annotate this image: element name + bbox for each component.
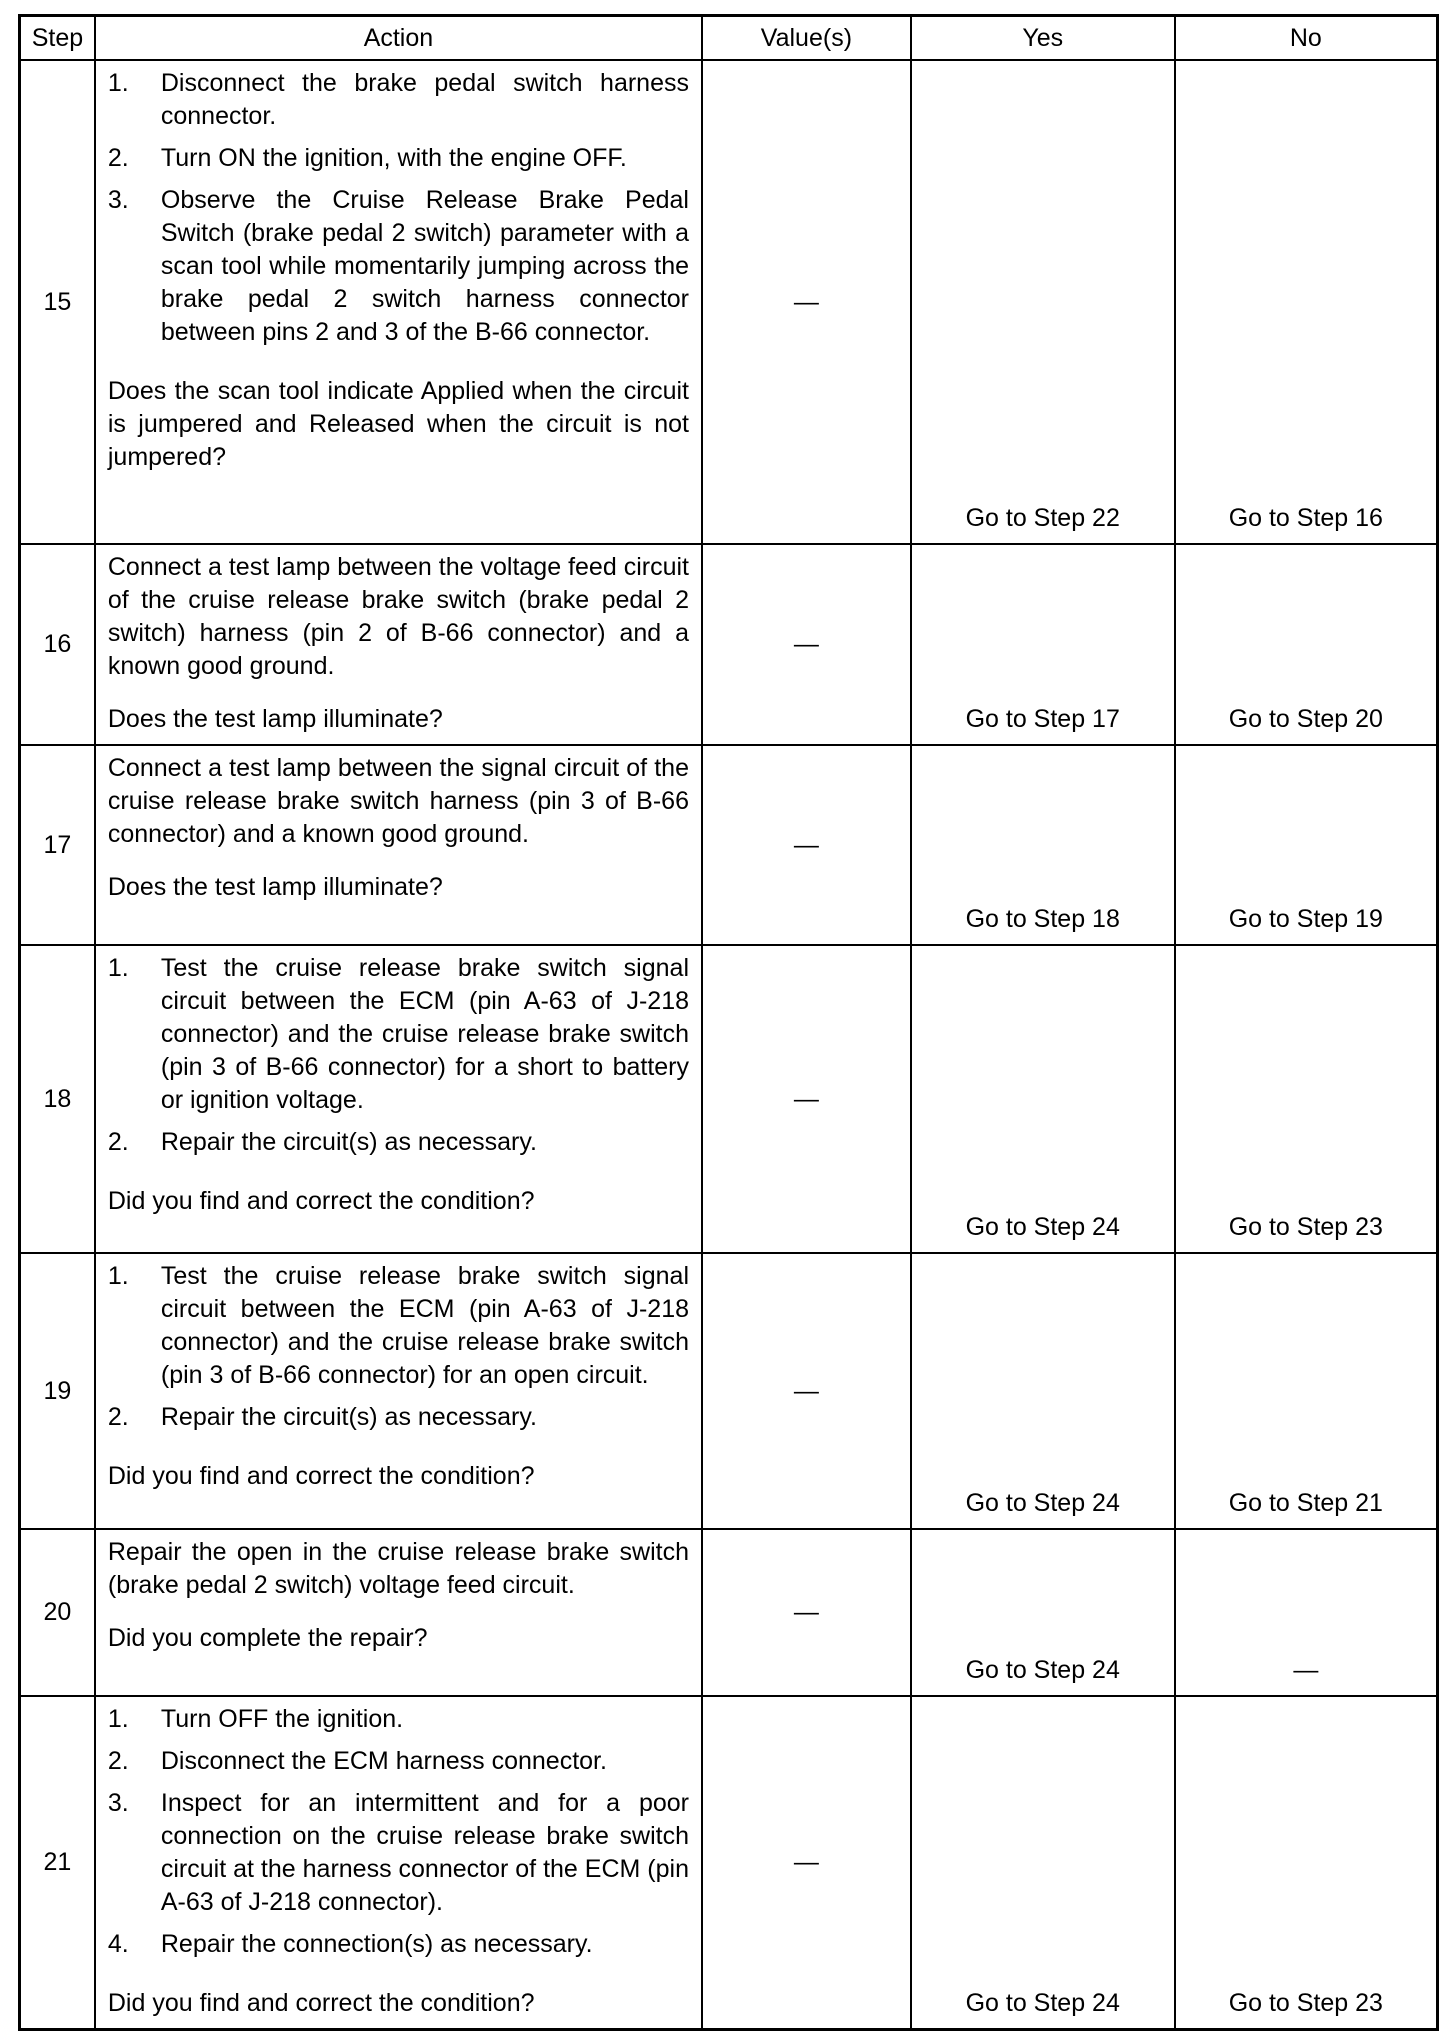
list-item-text: Repair the connection(s) as necessary. (160, 1930, 593, 1958)
list-item-text: Repair the circuit(s) as necessary. (160, 1128, 537, 1156)
list-item: 1. Disconnect the brake pedal switch harness connector. (108, 67, 689, 133)
list-item: 3. Observe the Cruise Release Brake Pedal Switch (brake pedal 2 switch) parameter with a scan tool while momentarily jumping across the brake pedal 2 switch harness connector between pins 2 and 3 of the B-66 connector. (108, 184, 689, 349)
value-cell: — (702, 945, 911, 1253)
no-cell: Go to Step 16 (1175, 60, 1438, 544)
list-item-text: Disconnect the brake pedal switch harness connector. (160, 69, 689, 130)
yes-cell: Go to Step 18 (911, 745, 1175, 945)
table-row (20, 60, 1438, 544)
header-no: No (1175, 16, 1438, 61)
action-cell (95, 60, 702, 544)
question-text: Does the scan tool indicate Applied when the circuit is jumpered and Released when the circuit is not jumpered? (107, 377, 689, 471)
yes-cell: Go to Step 24 (911, 1529, 1175, 1696)
step-number: 16 (20, 544, 95, 745)
list-item: 3. Inspect for an intermittent and for a poor connection on the cruise release brake switch circuit at the harness connector of the ECM (pin A-63 of J-218 connector). (108, 1787, 689, 1919)
list-item: 4. Repair the connection(s) as necessary. (108, 1928, 689, 1961)
question-text: Did you find and correct the condition? (107, 1989, 535, 2017)
table-row (20, 1253, 1438, 1529)
action-cell (95, 1529, 702, 1696)
step-number: 21 (20, 1696, 95, 2030)
list-item-text: Repair the circuit(s) as necessary. (160, 1403, 537, 1431)
list-item: 2. Disconnect the ECM harness connector. (108, 1745, 689, 1778)
yes-cell: Go to Step 17 (911, 544, 1175, 745)
list-item-text: Test the cruise release brake switch signal circuit between the ECM (pin A-63 of J-218 connector) and the cruise release brake switch (pin 3 of B-66 connector) for a short to battery or ignition voltage. (160, 954, 689, 1114)
action-list (108, 1260, 689, 1434)
table-header-row (20, 16, 1438, 61)
action-text: Repair the open in the cruise release brake switch (brake pedal 2 switch) voltage feed circuit. (107, 1538, 689, 1599)
list-item: 1. Turn OFF the ignition. (108, 1703, 689, 1736)
step-number: 18 (20, 945, 95, 1253)
no-cell: Go to Step 20 (1175, 544, 1438, 745)
action-cell (95, 1696, 702, 2030)
list-item: 1. Test the cruise release brake switch signal circuit between the ECM (pin A-63 of J-218 connector) and the cruise release brake switch (pin 3 of B-66 connector) for a short to battery or ignition voltage. (108, 952, 689, 1117)
list-item: 2. Turn ON the ignition, with the engine OFF. (108, 142, 689, 175)
table-row (20, 945, 1438, 1253)
list-item: 2. Repair the circuit(s) as necessary. (108, 1401, 689, 1434)
table-row (20, 745, 1438, 945)
step-number: 19 (20, 1253, 95, 1529)
header-step: Step (20, 16, 95, 61)
no-cell: Go to Step 19 (1175, 745, 1438, 945)
yes-cell: Go to Step 22 (911, 60, 1175, 544)
table-row (20, 544, 1438, 745)
yes-cell: Go to Step 24 (911, 1696, 1175, 2030)
question-text: Did you find and correct the condition? (107, 1462, 535, 1490)
no-cell: Go to Step 23 (1175, 945, 1438, 1253)
action-cell (95, 945, 702, 1253)
action-list (108, 1703, 689, 1961)
header-action: Action (95, 16, 702, 61)
value-cell: — (702, 1253, 911, 1529)
no-cell: Go to Step 21 (1175, 1253, 1438, 1529)
step-number: 17 (20, 745, 95, 945)
question-text: Does the test lamp illuminate? (107, 873, 443, 901)
diagnostic-table-page (18, 14, 1439, 2017)
yes-cell: Go to Step 24 (911, 945, 1175, 1253)
no-cell: Go to Step 23 (1175, 1696, 1438, 2030)
value-cell: — (702, 1529, 911, 1696)
list-item-text: Turn ON the ignition, with the engine OFF. (160, 144, 627, 172)
action-list (108, 67, 689, 349)
step-number: 20 (20, 1529, 95, 1696)
header-yes: Yes (911, 16, 1175, 61)
header-values: Value(s) (702, 16, 911, 61)
list-item-text: Test the cruise release brake switch signal circuit between the ECM (pin A-63 of J-218 connector) and the cruise release brake switch (pin 3 of B-66 connector) for an open circuit. (160, 1262, 689, 1389)
value-cell: — (702, 745, 911, 945)
action-text: Connect a test lamp between the voltage feed circuit of the cruise release brake switch (brake pedal 2 switch) harness (pin 2 of B-66 connector) and a known good ground. (107, 553, 689, 680)
list-item-text: Disconnect the ECM harness connector. (160, 1747, 607, 1775)
list-item: 2. Repair the circuit(s) as necessary. (108, 1126, 689, 1159)
list-item-text: Observe the Cruise Release Brake Pedal Switch (brake pedal 2 switch) parameter with a scan tool while momentarily jumping across the brake pedal 2 switch harness connector between pins 2 and 3 of the B-66 connector. (160, 186, 689, 346)
action-cell (95, 745, 702, 945)
question-text: Did you complete the repair? (107, 1624, 428, 1652)
list-item-text: Turn OFF the ignition. (160, 1705, 404, 1733)
list-item-text: Inspect for an intermittent and for a poor connection on the cruise release brake switch circuit at the harness connector of the ECM (pin A-63 of J-218 connector). (160, 1789, 689, 1916)
table-row (20, 1529, 1438, 1696)
action-cell (95, 544, 702, 745)
step-number: 15 (20, 60, 95, 544)
action-list (108, 952, 689, 1159)
value-cell: — (702, 1696, 911, 2030)
question-text: Did you find and correct the condition? (107, 1187, 535, 1215)
value-cell: — (702, 544, 911, 745)
no-cell: — (1175, 1529, 1438, 1696)
value-cell: — (702, 60, 911, 544)
question-text: Does the test lamp illuminate? (107, 705, 443, 733)
yes-cell: Go to Step 24 (911, 1253, 1175, 1529)
diagnostic-table (18, 14, 1439, 2031)
action-cell (95, 1253, 702, 1529)
action-text: Connect a test lamp between the signal circuit of the cruise release brake switch harness (pin 3 of B-66 connector) and a known good ground. (107, 754, 689, 848)
table-row (20, 1696, 1438, 2030)
list-item: 1. Test the cruise release brake switch signal circuit between the ECM (pin A-63 of J-218 connector) and the cruise release brake switch (pin 3 of B-66 connector) for an open circuit. (108, 1260, 689, 1392)
